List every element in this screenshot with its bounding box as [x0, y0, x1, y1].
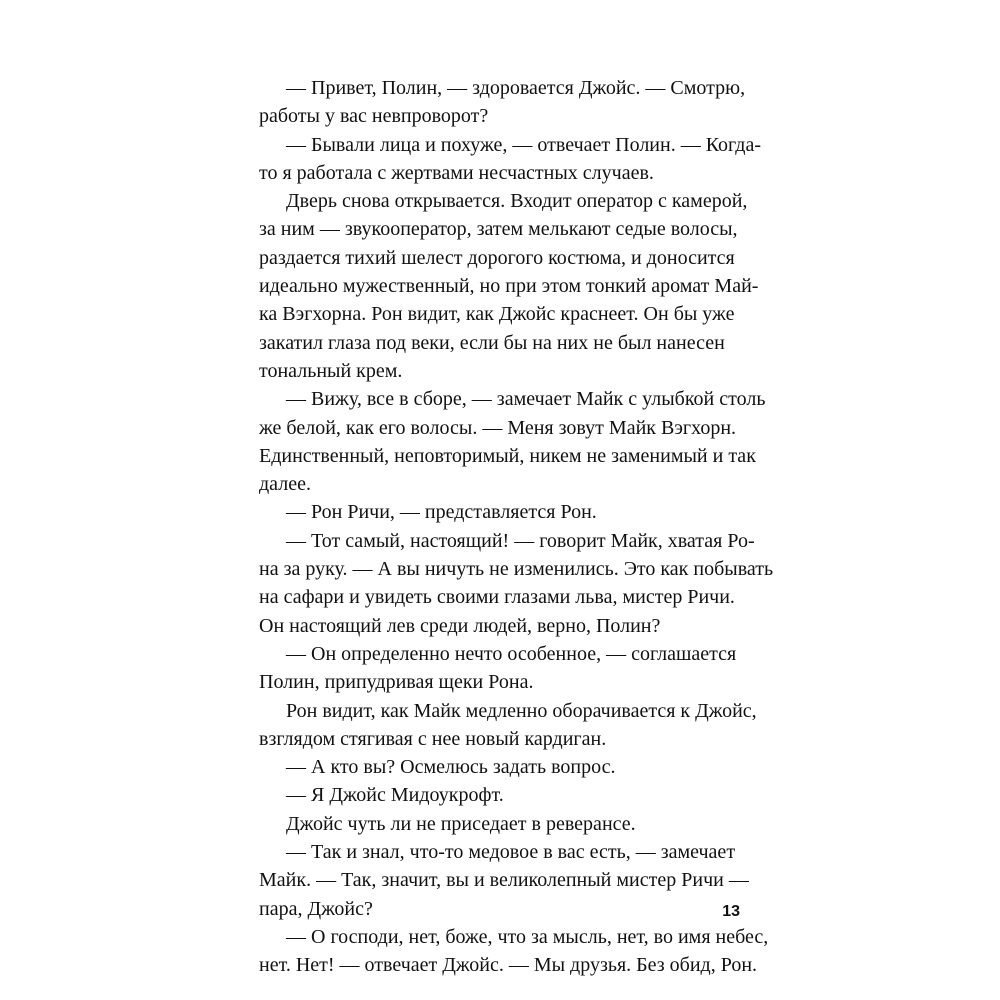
text-line: Рон видит, как Майк медленно оборачивается к Джойс,: [286, 699, 757, 722]
text-line: то я работала с жертвами несчастных случаев.: [259, 161, 654, 184]
text-line: — Я Джойс Мидоукрофт.: [286, 784, 504, 807]
text-line: — Тот самый, настоящий! — говорит Майк, хватая Ро-: [286, 529, 755, 552]
text-line: — Привет, Полин, — здоровается Джойс. — Смотрю,: [286, 77, 746, 99]
text-line: Полин, припудривая щеки Рона.: [259, 671, 534, 694]
text-line: — Так и знал, что-то медовое в вас есть, — замечает: [286, 841, 736, 864]
text-line: работы у вас невпроворот?: [259, 105, 489, 128]
text-line: взглядом стягивая с нее новый кардиган.: [259, 727, 607, 750]
text-line: на сафари и увидеть своими глазами льва, мистер Ричи.: [259, 586, 735, 609]
text-line: — А кто вы? Осмелюсь задать вопрос.: [286, 756, 616, 779]
text-line: на за руку. — А вы ничуть не изменились. Это как побывать: [259, 558, 774, 581]
text-line: за ним — звукооператор, затем мелькают седые волосы,: [259, 218, 738, 241]
text-line: тональный крем.: [259, 359, 403, 382]
text-line: идеально мужественный, но при этом тонкий аромат Май-: [259, 275, 759, 298]
text-line: пара, Джойс?: [259, 897, 373, 920]
text-line: — Бывали лица и похуже, — отвечает Полин. — Когда-: [286, 133, 761, 156]
text-line: — Он определенно нечто особенное, — соглашается: [286, 642, 737, 665]
text-line: — О господи, нет, боже, что за мысль, нет, во имя небес,: [286, 925, 769, 948]
text-line: же белой, как его волосы. — Меня зовут Майк Вэгхорн.: [259, 416, 737, 439]
text-line: — Рон Ричи, — представляется Рон.: [286, 501, 597, 524]
text-line: — Вижу, все в сборе, — замечает Майк с улыбкой столь: [286, 388, 766, 411]
text-line: Дверь снова открывается. Входит оператор с камерой,: [286, 190, 748, 213]
text-line: Джойс чуть ли не приседает в реверансе.: [286, 812, 636, 835]
text-line: ка Вэгхорна. Рон видит, как Джойс краснеет. Он бы уже: [259, 303, 735, 326]
text-line: Единственный, неповторимый, никем не заменимый и так: [259, 444, 756, 467]
text-line: Он настоящий лев среди людей, верно, Полин?: [259, 614, 661, 637]
text-line: нет. Нет! — отвечает Джойс. — Мы друзья. Без обид, Рон.: [259, 954, 758, 977]
text-line: закатил глаза под веки, если бы на них не был нанесен: [259, 331, 725, 354]
text-line: Майк. — Так, значит, вы и великолепный мистер Ричи —: [259, 869, 749, 892]
text-line: далее.: [259, 473, 311, 496]
page-number: 13: [722, 903, 740, 920]
text-line: раздается тихий шелест дорогого костюма, и доносится: [259, 246, 735, 269]
